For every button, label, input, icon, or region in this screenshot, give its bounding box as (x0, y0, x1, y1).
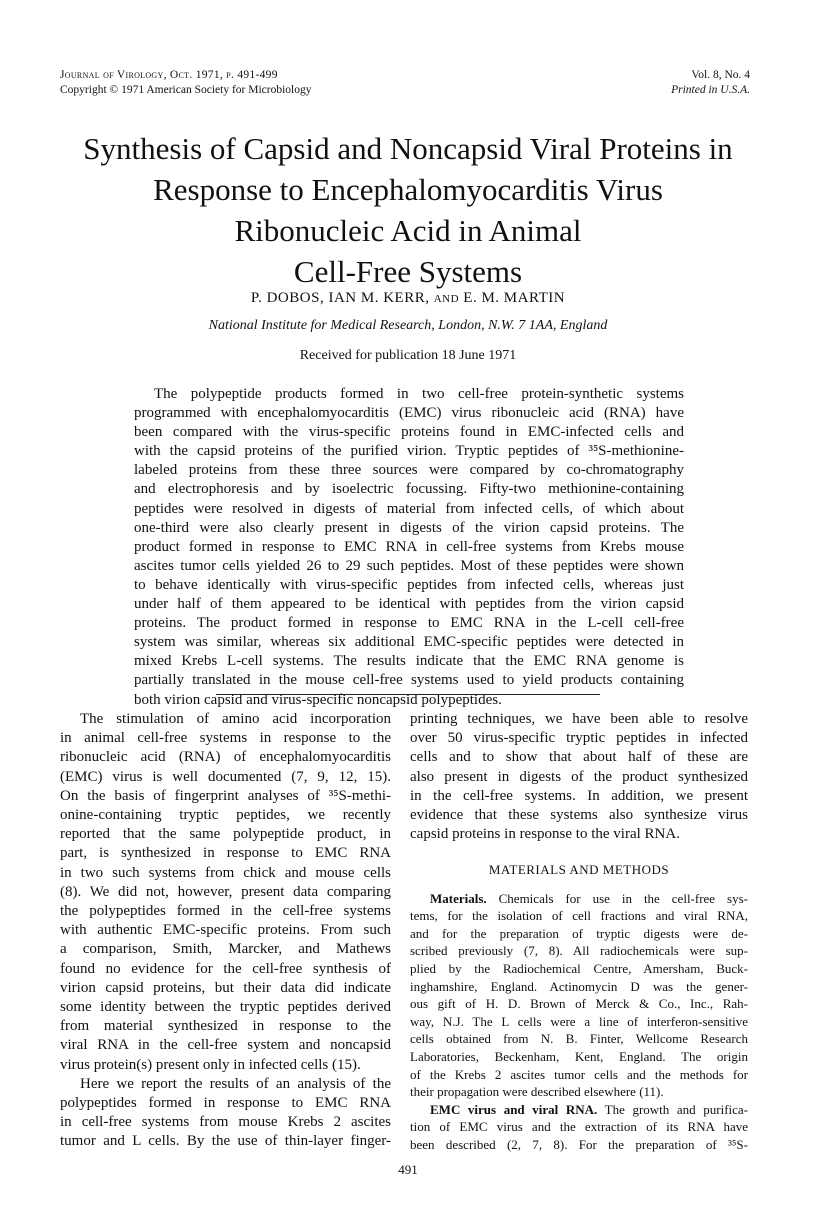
body-line: plied by the Radiochemical Centre, Amersham, Buck- (410, 961, 748, 976)
copyright-line: Copyright © 1971 American Society for Microbiology (60, 84, 312, 96)
body-line: in cell-free systems from mouse Krebs 2 ascites (60, 1114, 391, 1131)
abstract-line: programmed with encephalomyocarditis (EMC) virus ribonucleic acid (RNA) have (134, 405, 684, 422)
body-line: (8). We did not, however, present data comparing (60, 883, 391, 900)
section-divider (216, 694, 600, 695)
abstract-line: both virion capsid and virus-specific noncapsid polypeptides. (134, 691, 502, 708)
body-line: with authentic EMC-specific proteins. From such (60, 922, 391, 939)
running-header-right (671, 68, 750, 98)
body-line: The stimulation of amino acid incorporation (80, 711, 391, 727)
abstract-line: and electrophoresis and by isoelectric focussing. Fifty-two methionine-containing (134, 481, 684, 498)
body-line: viral RNA in the cell-free system and noncapsid (60, 1037, 391, 1054)
body-line: been described (2, 7, 8). For the preparation of ³⁵S- (410, 1136, 748, 1152)
body-line: reported that the same polypeptide product, in (60, 826, 391, 843)
title-line: Ribonucleic Acid in Animal (234, 213, 582, 248)
received-date: Received for publication 18 June 1971 (299, 348, 517, 363)
affiliation: National Institute for Medical Research, London, N.W. 7 1AA, England (208, 318, 608, 333)
body-line: also present in digests of the product synthesized (410, 768, 748, 785)
body-line: cells and to show that about half of these are (410, 749, 748, 766)
printed-in: Printed in U.S.A. (671, 84, 750, 96)
volume-issue: Vol. 8, No. 4 (691, 69, 750, 81)
body-line: polypeptides formed in response to EMC RNA (60, 1095, 391, 1112)
body-line: On the basis of fingerprint analyses of ³⁵S-methi- (60, 787, 391, 804)
body-column-right (410, 710, 748, 1154)
abstract-line: proteins. The product formed in response to EMC RNA in the L-cell cell-free (134, 615, 684, 632)
run-in-heading: EMC virus and viral RNA. (430, 1101, 598, 1117)
body-line: the polypeptides formed in the cell-free systems (60, 903, 391, 920)
body-line: scribed previously (7, 8). All radiochemicals were sup- (410, 943, 748, 959)
section-heading-materials-methods: MATERIALS AND METHODS (488, 862, 670, 878)
page-number: 491 (398, 1162, 418, 1177)
body-text: Chemicals for use in the cell-free sys- (486, 890, 748, 906)
abstract-line: peptides were resolved in digests of material from infected cells, of which about (134, 500, 684, 517)
abstract-line: under half of them appeared to be identical with peptides from the virion capsid (134, 596, 684, 613)
article-title (40, 128, 776, 292)
body-line: in animal cell-free systems in response to the (60, 730, 391, 747)
body-line: ous gift of H. D. Brown of Merck & Co., Inc., Rah- (410, 996, 748, 1012)
abstract-line: system was similar, whereas six additional EMC-specific peptides were detected in (134, 634, 684, 651)
body-line: virus protein(s) present only in infected cells (15). (60, 1056, 361, 1073)
abstract-line: one-third were also clearly present in digests of the virion capsid proteins. The (134, 519, 684, 536)
body-line: ribonucleic acid (RNA) of encephalomyocarditis (60, 749, 391, 766)
body-column-left (60, 710, 391, 1152)
body-line: capsid proteins in response to the viral RNA. (410, 826, 680, 843)
body-line: a comparison, Smith, Marcker, and Mathews (60, 941, 391, 958)
abstract-line: The polypeptide products formed in two cell-free protein-synthetic systems (154, 386, 684, 402)
abstract-line: with the capsid proteins of the purified virion. Tryptic peptides of ³⁵S-methionine- (134, 443, 684, 460)
body-line (410, 1101, 748, 1119)
body-line: tion of EMC virus and the extraction of its RNA have (410, 1119, 748, 1135)
body-line: cells obtained from N. B. Finter, Wellcome Research (410, 1031, 748, 1047)
emc-virus-paragraph (410, 1101, 748, 1154)
abstract-line: labeled proteins from these three sources were compared by co-chromatography (134, 462, 684, 479)
title-line: Response to Encephalomyocarditis Virus (153, 172, 663, 207)
abstract-line: been compared with the virus-specific proteins found in EMC-infected cells and (134, 424, 684, 441)
run-in-heading: Materials. (430, 890, 487, 906)
author-list (0, 290, 816, 307)
body-line: evidence that these systems also synthesize virus (410, 807, 748, 824)
authors-first: P. DOBOS, IAN M. KERR, (250, 290, 430, 306)
abstract-line: to behave identically with virus-specific peptides from infected cells, whereas just (134, 576, 684, 593)
body-line: some identity between the tryptic peptides derived (60, 999, 391, 1016)
body-line: in two such systems from chick and mouse cells (60, 864, 391, 881)
journal-citation: Journal of Virology, Oct. 1971, p. 491-499 (60, 69, 278, 81)
abstract-line: product formed in response to EMC RNA in cell-free systems from Krebs mouse (134, 538, 684, 555)
body-line: found no evidence for the cell-free synthesis of (60, 960, 391, 977)
body-line: Here we report the results of an analysis of the (80, 1075, 391, 1092)
body-line: inghamshire, England. Actinomycin D was the gener- (410, 978, 748, 994)
abstract-line: mixed Krebs L-cell systems. The results indicate that the EMC RNA genome is (134, 653, 684, 670)
abstract (134, 385, 684, 710)
body-line: virion capsid proteins, but their data did indicate (60, 979, 391, 996)
authors-last: E. M. MARTIN (463, 290, 566, 306)
title-line: Synthesis of Capsid and Noncapsid Viral Proteins in (83, 131, 733, 166)
body-line: tems, for the isolation of cell fractions and viral RNA, (410, 908, 748, 924)
body-line: over 50 virus-specific tryptic peptides in infected (410, 730, 748, 747)
body-line: onine-containing tryptic peptides, we recently (60, 807, 391, 824)
abstract-line: ascites tumor cells yielded 26 to 29 such peptides. Most of these peptides were shown (134, 557, 684, 574)
body-line: from material synthesized in response to the (60, 1018, 391, 1035)
body-line: in the cell-free systems. In addition, we present (410, 787, 748, 804)
body-line: printing techniques, we have been able to resolve (410, 711, 748, 727)
running-header-left (60, 68, 311, 98)
abstract-line: partially translated in the mouse cell-free systems used to yield products containing (134, 672, 684, 689)
body-line: Laboratories, Beckenham, Kent, England. The origin (410, 1048, 748, 1064)
body-line: of the Krebs 2 ascites tumor cells and the methods for (410, 1066, 748, 1082)
title-line: Cell-Free Systems (293, 254, 523, 289)
materials-paragraph (410, 890, 748, 1101)
body-line: their propagation were described elsewhere (11). (410, 1084, 664, 1100)
body-text: The growth and purifica- (597, 1101, 749, 1117)
body-line: part, is synthesized in response to EMC RNA (60, 845, 391, 862)
body-line: tumor and L cells. By the use of thin-layer finger- (60, 1133, 391, 1150)
authors-and: AND (433, 293, 460, 305)
body-line (410, 890, 748, 908)
body-line: (EMC) virus is well documented (7, 9, 12, 15). (60, 768, 391, 785)
body-line: and for the preparation of tryptic digests were de- (410, 925, 748, 941)
body-line: way, N.J. The L cells were a line of interferon-sensitive (410, 1013, 748, 1029)
